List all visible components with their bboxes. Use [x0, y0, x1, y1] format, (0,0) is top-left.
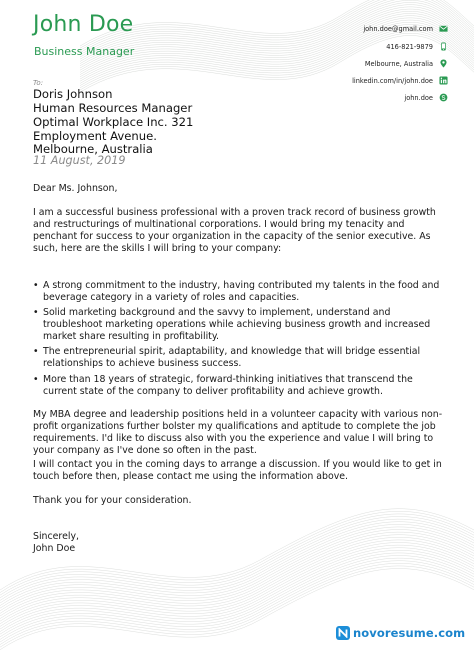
contact-paragraph: I will contact you in the coming days to arrange a discussion. If you would like to get in touch before then, please contact me using the information above.: [33, 459, 442, 482]
bullet-icon: •: [33, 280, 39, 291]
to-label: To:: [33, 79, 44, 87]
letter-date: 11 August, 2019: [33, 154, 126, 167]
list-item: [33, 346, 448, 370]
contact-location: [365, 59, 448, 68]
phone-icon: [439, 42, 448, 51]
recipient-street: Employment Avenue.: [33, 129, 157, 143]
contact-phone-text: 416-821-9879: [386, 42, 433, 51]
recipient-company: Optimal Workplace Inc. 321: [33, 115, 194, 129]
intro-paragraph: I am a successful business professional with a proven track record of business growth and restructurings of multinational corporations. I would bring my tenacity and penchant for success to your organization in the capacity of the senior executive. As such, here are the skills I will bring to your company:: [33, 207, 436, 254]
contact-location-text: Melbourne, Australia: [364, 59, 433, 68]
bullet-text: More than 18 years of strategic, forward-thinking initiatives that transcend the current state of the company to deliver profitability and achieve growth.: [43, 374, 413, 397]
logo-text: novoresume.com: [353, 626, 466, 640]
salutation: Dear Ms. Johnson,: [33, 183, 118, 194]
contact-email-text: john.doe@gmail.com: [363, 24, 433, 33]
applicant-title: Business Manager: [34, 45, 135, 58]
list-item: [33, 374, 448, 398]
list-item: [33, 307, 448, 343]
contact-phone[interactable]: [386, 42, 448, 51]
contact-linkedin-text: linkedin.com/in/john.doe: [352, 76, 433, 85]
contact-linkedin[interactable]: [352, 76, 448, 85]
bullet-icon: •: [33, 374, 39, 385]
bullet-text: A strong commitment to the industry, having contributed my talents in the food and beverage category in a variety of roles and capacities.: [43, 280, 440, 303]
linkedin-icon: [439, 76, 448, 85]
location-pin-icon: [439, 59, 448, 68]
recipient-position: Human Resources Manager: [33, 101, 193, 115]
bullet-text: Solid marketing background and the savvy to implement, understand and troubleshoot marketing operations while achieving business growth and increased market share resulting in profitability.: [43, 307, 431, 342]
bullet-text: The entrepreneurial spirit, adaptability, and knowledge that will bridge essential relationships to achieve business success.: [43, 346, 421, 369]
thanks-line: Thank you for your consideration.: [33, 495, 192, 506]
contact-skype-text: john.doe: [404, 93, 433, 102]
contact-email[interactable]: [363, 24, 448, 33]
bullet-icon: •: [33, 346, 39, 357]
list-item: [33, 280, 448, 304]
bullet-icon: •: [33, 307, 39, 318]
recipient-city: Melbourne, Australia: [33, 142, 153, 156]
envelope-icon: [439, 24, 448, 33]
contact-skype[interactable]: [404, 93, 448, 102]
recipient-name: Doris Johnson: [33, 87, 113, 101]
novoresume-logo[interactable]: [336, 626, 465, 640]
novoresume-logo-icon: [336, 626, 350, 640]
skype-icon: [439, 93, 448, 102]
applicant-name: John Doe: [33, 12, 134, 37]
closing: Sincerely,: [33, 531, 79, 542]
qualifications-paragraph: My MBA degree and leadership positions held in a volunteer capacity with various non-profit organizations further bolster my qualifications and aptitude to complete the job requirements. I'd like to discuss also with you the experience and value I will bring to your company as I've done so often in the past.: [33, 409, 443, 456]
signature: John Doe: [33, 543, 76, 554]
